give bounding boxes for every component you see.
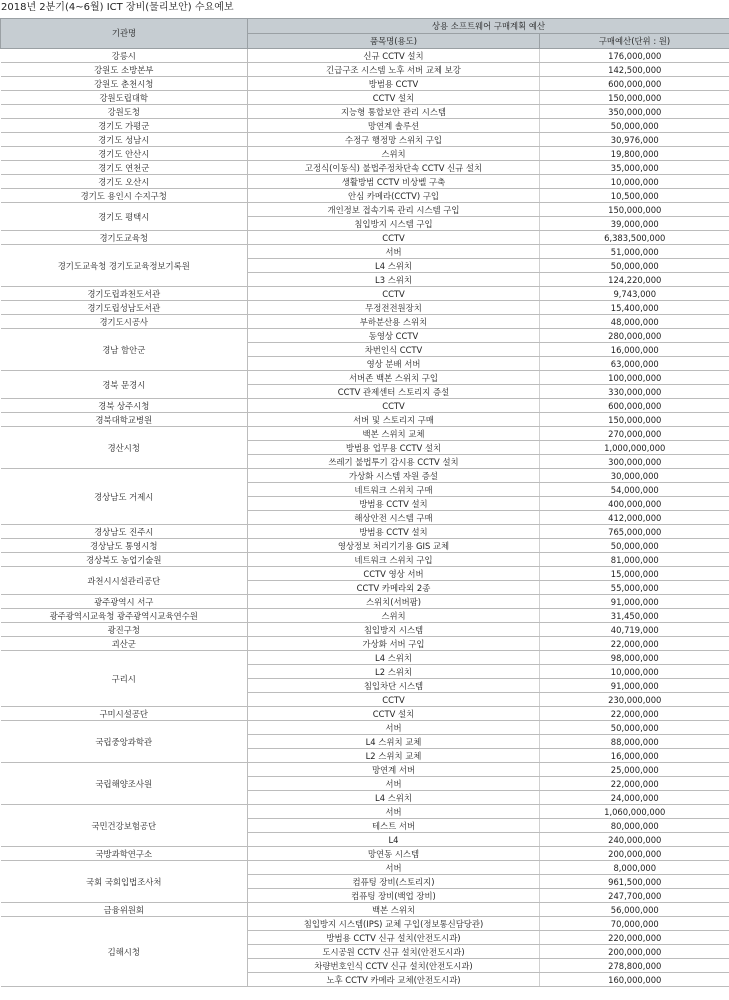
table-row xyxy=(1,595,729,609)
budget-header: 구매예산(단위 : 원) xyxy=(540,34,729,49)
table-row xyxy=(1,413,729,427)
agency-cell: 국방과학연구소 xyxy=(1,847,248,861)
budget-cell: 150,000,000 xyxy=(540,413,729,427)
item-cell: L2 스위치 교체 xyxy=(248,749,540,763)
item-cell: 생활방범 CCTV 비상벨 구축 xyxy=(248,175,540,189)
budget-cell: 22,000,000 xyxy=(540,637,729,651)
item-cell: 개인정보 접속기록 관리 시스템 구입 xyxy=(248,203,540,217)
budget-cell: 160,000,000 xyxy=(540,973,729,987)
agency-cell: 경북 상주시청 xyxy=(1,399,248,413)
budget-cell: 8,000,000 xyxy=(540,861,729,875)
item-cell: 쓰레기 불법투기 감시용 CCTV 설치 xyxy=(248,455,540,469)
table-row xyxy=(1,105,729,119)
item-cell: 영상 분배 서버 xyxy=(248,357,540,371)
budget-cell: 91,000,000 xyxy=(540,595,729,609)
item-cell: L4 스위치 xyxy=(248,259,540,273)
item-cell: 침입차단 시스템 xyxy=(248,679,540,693)
item-cell: 방범용 CCTV xyxy=(248,77,540,91)
table-row xyxy=(1,623,729,637)
item-cell: 백본 스위치 교체 xyxy=(248,427,540,441)
item-cell: 컴퓨팅 장비(스토리지) xyxy=(248,875,540,889)
item-cell: 컴퓨팅 장비(백업 장비) xyxy=(248,889,540,903)
budget-cell: 600,000,000 xyxy=(540,399,729,413)
agency-cell: 경상남도 거제시 xyxy=(1,469,248,525)
document-title: 2018년 2분기(4~6월) ICT 장비(물리보안) 수요예보 xyxy=(1,2,234,13)
budget-cell: 176,000,000 xyxy=(540,49,729,63)
table-row xyxy=(1,861,729,875)
agency-cell: 경기도립성남도서관 xyxy=(1,301,248,315)
budget-cell: 30,000,000 xyxy=(540,469,729,483)
table-row xyxy=(1,539,729,553)
budget-cell: 25,000,000 xyxy=(540,763,729,777)
budget-cell: 765,000,000 xyxy=(540,525,729,539)
agency-header: 기관명 xyxy=(1,19,248,49)
table-row xyxy=(1,91,729,105)
agency-cell: 강원도립대학 xyxy=(1,91,248,105)
table-body xyxy=(1,49,729,987)
agency-cell: 강원도 소방본부 xyxy=(1,63,248,77)
item-cell: CCTV 영상 서버 xyxy=(248,567,540,581)
item-cell: 부하분산용 스위치 xyxy=(248,315,540,329)
budget-cell: 400,000,000 xyxy=(540,497,729,511)
table-row xyxy=(1,63,729,77)
table-row xyxy=(1,175,729,189)
item-cell: 침입방지 시스템(IPS) 교체 구입(정보통신담당관) xyxy=(248,917,540,931)
budget-cell: 16,000,000 xyxy=(540,343,729,357)
agency-cell: 과천시시설관리공단 xyxy=(1,567,248,595)
table-row xyxy=(1,133,729,147)
table-row xyxy=(1,371,729,385)
budget-cell: 412,000,000 xyxy=(540,511,729,525)
table-row xyxy=(1,189,729,203)
table-row xyxy=(1,763,729,777)
table-row xyxy=(1,525,729,539)
item-cell: 서버 xyxy=(248,721,540,735)
agency-cell: 구리시 xyxy=(1,651,248,707)
agency-cell: 경기도 가평군 xyxy=(1,119,248,133)
budget-cell: 10,000,000 xyxy=(540,175,729,189)
budget-cell: 350,000,000 xyxy=(540,105,729,119)
agency-cell: 경기도 연천군 xyxy=(1,161,248,175)
table-row xyxy=(1,147,729,161)
budget-cell: 16,000,000 xyxy=(540,749,729,763)
budget-cell: 10,000,000 xyxy=(540,665,729,679)
budget-cell: 54,000,000 xyxy=(540,483,729,497)
item-cell: 도시공원 CCTV 신규 설치(안전도시과) xyxy=(248,945,540,959)
agency-cell: 경기도시공사 xyxy=(1,315,248,329)
budget-cell: 15,000,000 xyxy=(540,567,729,581)
item-cell: CCTV xyxy=(248,287,540,301)
item-cell: 차번인식 CCTV xyxy=(248,343,540,357)
budget-cell: 39,000,000 xyxy=(540,217,729,231)
item-cell: 스위치(서버팜) xyxy=(248,595,540,609)
budget-cell: 150,000,000 xyxy=(540,91,729,105)
item-cell: 네트워크 스위치 구매 xyxy=(248,483,540,497)
agency-cell: 강원도청 xyxy=(1,105,248,119)
agency-cell: 광진구청 xyxy=(1,623,248,637)
agency-cell: 경기도 오산시 xyxy=(1,175,248,189)
agency-cell: 국회 국회입법조사처 xyxy=(1,861,248,903)
budget-cell: 15,400,000 xyxy=(540,301,729,315)
budget-cell: 230,000,000 xyxy=(540,693,729,707)
agency-cell: 국립해양조사원 xyxy=(1,763,248,805)
budget-cell: 270,000,000 xyxy=(540,427,729,441)
budget-cell: 50,000,000 xyxy=(540,721,729,735)
budget-cell: 51,000,000 xyxy=(540,245,729,259)
item-cell: CCTV 설치 xyxy=(248,91,540,105)
item-cell: CCTV 설치 xyxy=(248,707,540,721)
item-cell: L4 스위치 xyxy=(248,791,540,805)
item-cell: 서버 xyxy=(248,245,540,259)
item-cell: 영상정보 처리기기용 GIS 교체 xyxy=(248,539,540,553)
agency-cell: 경기도 안산시 xyxy=(1,147,248,161)
budget-cell: 1,000,000,000 xyxy=(540,441,729,455)
item-cell: 테스트 서버 xyxy=(248,819,540,833)
table-row xyxy=(1,231,729,245)
item-cell: 망연계 서버 xyxy=(248,763,540,777)
budget-cell: 35,000,000 xyxy=(540,161,729,175)
table-row xyxy=(1,469,729,483)
item-cell: 수정구 행정망 스위치 구입 xyxy=(248,133,540,147)
table-row xyxy=(1,805,729,819)
item-cell: L4 스위치 xyxy=(248,651,540,665)
agency-cell: 광주광역시교육청 광주광역시교육연수원 xyxy=(1,609,248,623)
budget-cell: 50,000,000 xyxy=(540,539,729,553)
budget-cell: 70,000,000 xyxy=(540,917,729,931)
budget-cell: 200,000,000 xyxy=(540,945,729,959)
budget-cell: 50,000,000 xyxy=(540,119,729,133)
table-row xyxy=(1,427,729,441)
budget-cell: 142,500,000 xyxy=(540,63,729,77)
agency-cell: 경상북도 농업기술원 xyxy=(1,553,248,567)
agency-cell: 경남 함안군 xyxy=(1,329,248,371)
table-row xyxy=(1,203,729,217)
item-cell: 서버 xyxy=(248,777,540,791)
budget-cell: 22,000,000 xyxy=(540,707,729,721)
budget-cell: 280,000,000 xyxy=(540,329,729,343)
budget-cell: 30,976,000 xyxy=(540,133,729,147)
item-cell: 방범용 업무용 CCTV 설치 xyxy=(248,441,540,455)
budget-cell: 40,719,000 xyxy=(540,623,729,637)
agency-cell: 경기도 성남시 xyxy=(1,133,248,147)
budget-table xyxy=(0,18,729,987)
budget-cell: 9,743,000 xyxy=(540,287,729,301)
agency-cell: 경기도립과천도서관 xyxy=(1,287,248,301)
budget-cell: 10,500,000 xyxy=(540,189,729,203)
agency-cell: 강원도 춘천시청 xyxy=(1,77,248,91)
item-cell: 가상화 서버 구입 xyxy=(248,637,540,651)
item-cell: 스위치 xyxy=(248,609,540,623)
budget-cell: 247,700,000 xyxy=(540,889,729,903)
budget-cell: 300,000,000 xyxy=(540,455,729,469)
item-cell: 백본 스위치 xyxy=(248,903,540,917)
item-cell: 방범용 CCTV 설치 xyxy=(248,525,540,539)
table-row xyxy=(1,161,729,175)
table-row xyxy=(1,77,729,91)
agency-cell: 금융위원회 xyxy=(1,903,248,917)
item-cell: 동영상 CCTV xyxy=(248,329,540,343)
agency-cell: 경기도교육청 경기도교육정보기록원 xyxy=(1,245,248,287)
item-cell: 스위치 xyxy=(248,147,540,161)
agency-cell: 괴산군 xyxy=(1,637,248,651)
item-cell: 네트워크 스위치 구입 xyxy=(248,553,540,567)
item-cell: 망연계 솔루션 xyxy=(248,119,540,133)
item-cell: CCTV 관제센터 스토리지 증설 xyxy=(248,385,540,399)
table-row xyxy=(1,903,729,917)
table-row xyxy=(1,287,729,301)
agency-cell: 구미시설공단 xyxy=(1,707,248,721)
agency-cell: 광주광역시 서구 xyxy=(1,595,248,609)
budget-cell: 19,800,000 xyxy=(540,147,729,161)
table-row xyxy=(1,721,729,735)
agency-cell: 국민건강보험공단 xyxy=(1,805,248,847)
budget-group-header: 상용 소프트웨어 구매계획 예산 xyxy=(248,19,729,34)
table-row xyxy=(1,329,729,343)
budget-cell: 24,000,000 xyxy=(540,791,729,805)
item-cell: 방범용 CCTV 신규 설치(안전도시과) xyxy=(248,931,540,945)
item-cell: L4 스위치 교체 xyxy=(248,735,540,749)
item-cell: L4 xyxy=(248,833,540,847)
item-cell: CCTV xyxy=(248,231,540,245)
agency-cell: 경상남도 통영시청 xyxy=(1,539,248,553)
item-cell: 서버존 백본 스위치 구입 xyxy=(248,371,540,385)
budget-cell: 150,000,000 xyxy=(540,203,729,217)
table-row xyxy=(1,245,729,259)
budget-cell: 63,000,000 xyxy=(540,357,729,371)
budget-cell: 240,000,000 xyxy=(540,833,729,847)
agency-cell: 경기도 용인시 수지구청 xyxy=(1,189,248,203)
item-cell: L2 스위치 xyxy=(248,665,540,679)
table-row xyxy=(1,553,729,567)
table-row xyxy=(1,567,729,581)
table-row xyxy=(1,847,729,861)
budget-cell: 91,000,000 xyxy=(540,679,729,693)
item-cell: 지능형 통합보안 관리 시스템 xyxy=(248,105,540,119)
budget-cell: 220,000,000 xyxy=(540,931,729,945)
table-row xyxy=(1,301,729,315)
table-row xyxy=(1,651,729,665)
agency-cell: 경기도교육청 xyxy=(1,231,248,245)
budget-cell: 330,000,000 xyxy=(540,385,729,399)
item-cell: CCTV xyxy=(248,399,540,413)
agency-cell: 경북대학교병원 xyxy=(1,413,248,427)
item-cell: 서버 xyxy=(248,805,540,819)
budget-cell: 56,000,000 xyxy=(540,903,729,917)
budget-cell: 100,000,000 xyxy=(540,371,729,385)
item-cell: 신규 CCTV 설치 xyxy=(248,49,540,63)
table-row xyxy=(1,707,729,721)
budget-cell: 961,500,000 xyxy=(540,875,729,889)
agency-cell: 강릉시 xyxy=(1,49,248,63)
agency-cell: 김해시청 xyxy=(1,917,248,987)
table-row xyxy=(1,637,729,651)
item-cell: CCTV xyxy=(248,693,540,707)
item-cell: 망연동 시스템 xyxy=(248,847,540,861)
item-cell: 침입방지 시스템 구입 xyxy=(248,217,540,231)
table-row xyxy=(1,399,729,413)
budget-cell: 6,383,500,000 xyxy=(540,231,729,245)
table-row xyxy=(1,609,729,623)
agency-cell: 경상남도 진주시 xyxy=(1,525,248,539)
agency-cell: 경산시청 xyxy=(1,427,248,469)
item-cell: 차량번호인식 CCTV 신규 설치(안전도시과) xyxy=(248,959,540,973)
budget-cell: 22,000,000 xyxy=(540,777,729,791)
item-cell: 무정전전원장치 xyxy=(248,301,540,315)
item-cell: 고정식(이동식) 불법주정차단속 CCTV 신규 설치 xyxy=(248,161,540,175)
item-cell: 서버 xyxy=(248,861,540,875)
item-cell: CCTV 카메라외 2종 xyxy=(248,581,540,595)
item-header: 품목명(용도) xyxy=(248,34,540,49)
budget-cell: 55,000,000 xyxy=(540,581,729,595)
budget-cell: 31,450,000 xyxy=(540,609,729,623)
item-cell: 긴급구조 시스템 노후 서버 교체 보강 xyxy=(248,63,540,77)
agency-cell: 국립중앙과학관 xyxy=(1,721,248,763)
budget-cell: 48,000,000 xyxy=(540,315,729,329)
budget-cell: 124,220,000 xyxy=(540,273,729,287)
agency-cell: 경북 문경시 xyxy=(1,371,248,399)
item-cell: 해상안전 시스템 구매 xyxy=(248,511,540,525)
item-cell: 가상화 시스템 자원 증설 xyxy=(248,469,540,483)
budget-cell: 88,000,000 xyxy=(540,735,729,749)
budget-cell: 98,000,000 xyxy=(540,651,729,665)
table-row xyxy=(1,49,729,63)
budget-cell: 1,060,000,000 xyxy=(540,805,729,819)
item-cell: 침입방지 시스템 xyxy=(248,623,540,637)
budget-cell: 81,000,000 xyxy=(540,553,729,567)
agency-cell: 경기도 평택시 xyxy=(1,203,248,231)
item-cell: 방범용 CCTV 설치 xyxy=(248,497,540,511)
budget-cell: 80,000,000 xyxy=(540,819,729,833)
item-cell: 안심 카메라(CCTV) 구입 xyxy=(248,189,540,203)
budget-cell: 200,000,000 xyxy=(540,847,729,861)
budget-cell: 50,000,000 xyxy=(540,259,729,273)
table-row xyxy=(1,917,729,931)
item-cell: 서버 및 스토리지 구매 xyxy=(248,413,540,427)
budget-cell: 600,000,000 xyxy=(540,77,729,91)
table-row xyxy=(1,119,729,133)
item-cell: L3 스위치 xyxy=(248,273,540,287)
item-cell: 노후 CCTV 카메라 교체(안전도시과) xyxy=(248,973,540,987)
table-row xyxy=(1,315,729,329)
budget-cell: 278,800,000 xyxy=(540,959,729,973)
